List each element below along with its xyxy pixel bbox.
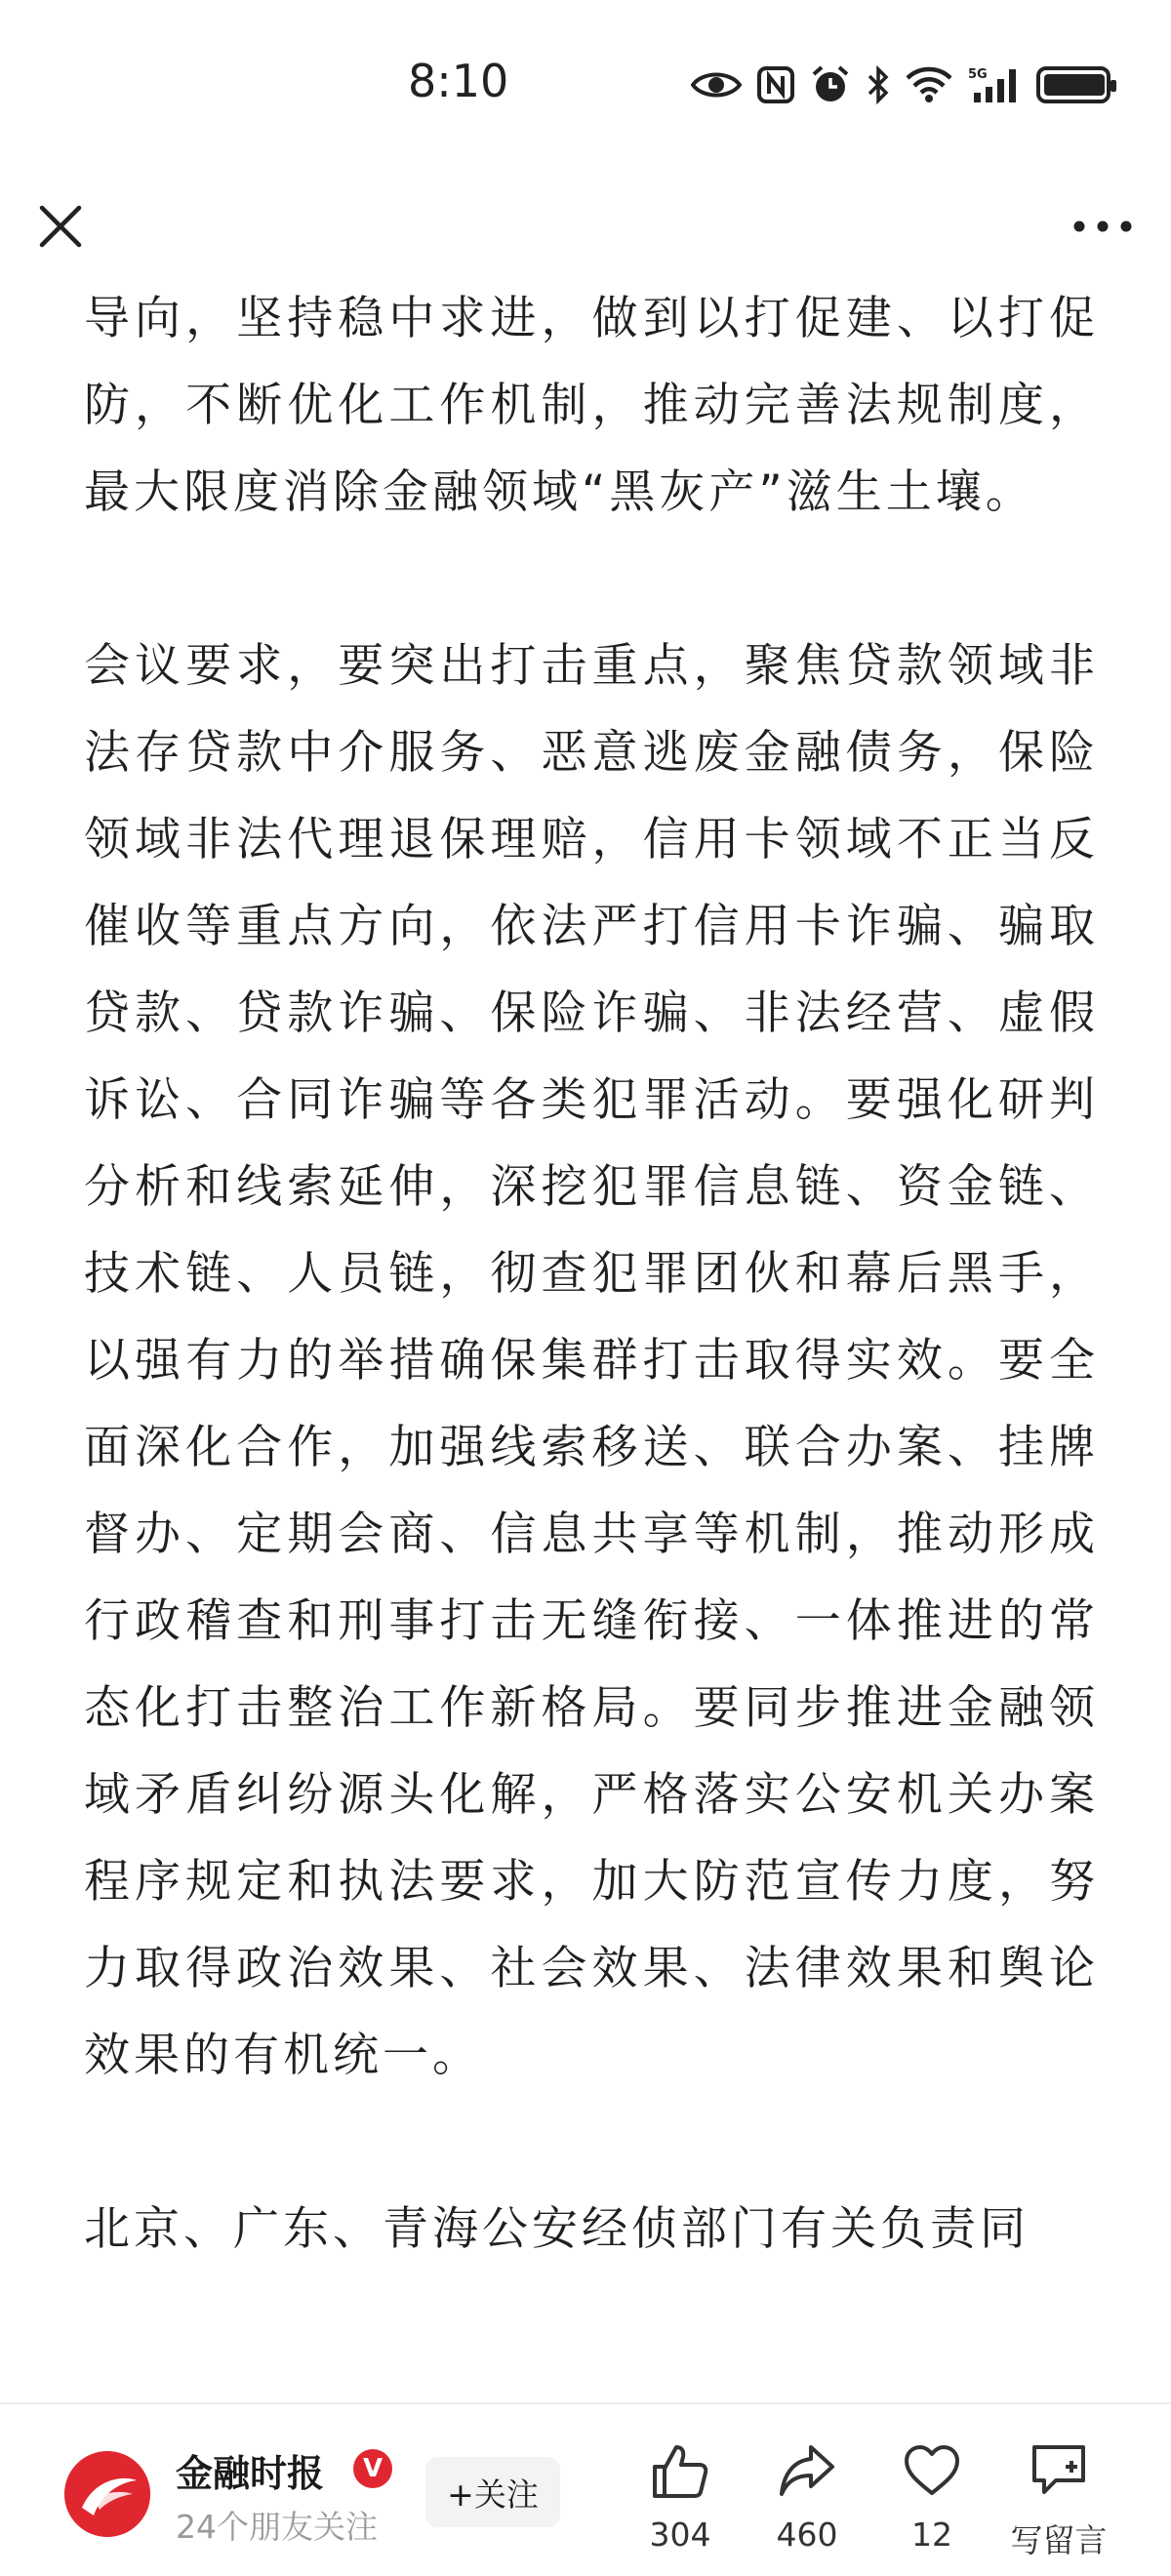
share-icon <box>778 2443 836 2498</box>
more-icon <box>1073 221 1132 232</box>
comment-icon <box>1029 2443 1089 2498</box>
top-nav <box>0 166 1171 283</box>
article-paragraph: 会议要求，要突出打击重点，聚焦贷款领域非法存贷款中介服务、恶意逃废金融债务，保险领域非法代理退保理赔，信用卡领域不正当反催收等重点方向，依法严打信用卡诈骗、骗取贷款、贷款诈骗、保险诈骗、非法经营、虚假诉讼、合同诈骗等各类犯罪活动。要强化研判分析和线索延伸，深挖犯罪信息链、资金链、技术链、人员链，彻查犯罪团伙和幕后黑手，以强有力的举措确保集群打击取得实效。要全面深化合作，加强线索移送、联合办案、挂牌督办、定期会商、信息共享等机制，推动形成行政稽查和刑事打击无缝衔接、一体推进的常态化打击整治工作新格局。要同步推进金融领域矛盾纠纷源头化解，严格落实公安机关办案程序规定和执法要求，加大防范宣传力度，努力取得政治效果、社会效果、法律效果和舆论效果的有机统一。 <box>84 639 1099 2082</box>
heart-icon <box>903 2444 961 2497</box>
follower-count: 24个朋友关注 <box>176 2508 378 2546</box>
alarm-icon <box>810 64 851 105</box>
article-paragraph: 导向，坚持稳中求进，做到以打促建、以打促防，不断优化工作机制，推动完善法规制度，最大限度消除金融领域“黑灰产”滋生土壤。 <box>84 292 1099 519</box>
more-button[interactable] <box>1064 195 1142 258</box>
thumbs-up-icon <box>651 2441 709 2500</box>
author-name[interactable]: 金融时报 <box>176 2452 325 2495</box>
like-button[interactable] <box>617 2439 744 2554</box>
follow-button[interactable]: +关注 <box>425 2457 560 2527</box>
nfc-icon <box>757 66 794 103</box>
share-button[interactable] <box>744 2439 870 2554</box>
close-icon <box>38 204 83 249</box>
status-icons <box>691 62 1110 107</box>
5g-signal-icon <box>968 65 1021 104</box>
svg-text:5G: 5G <box>968 67 988 82</box>
author-avatar[interactable] <box>64 2451 150 2537</box>
comment-label: 写留言 <box>1010 2521 1108 2559</box>
battery-icon <box>1036 66 1110 103</box>
status-time: 8:10 <box>408 55 509 107</box>
favorite-count: 12 <box>911 2516 952 2554</box>
wifi-icon <box>906 66 952 103</box>
article-paragraph: 北京、广东、青海公安经侦部门有关负责同 <box>84 2202 1030 2256</box>
eye-icon <box>691 68 742 101</box>
article-body <box>84 275 1099 2273</box>
close-button[interactable] <box>29 195 92 258</box>
brand-logo-icon <box>64 2451 150 2537</box>
verified-badge: V <box>353 2449 392 2488</box>
comment-button[interactable] <box>995 2439 1122 2561</box>
share-count: 460 <box>776 2516 838 2554</box>
status-bar <box>0 0 1171 166</box>
bottom-bar <box>0 2402 1171 2576</box>
favorite-button[interactable] <box>868 2439 995 2554</box>
bluetooth-icon <box>867 65 890 104</box>
like-count: 304 <box>649 2516 711 2554</box>
